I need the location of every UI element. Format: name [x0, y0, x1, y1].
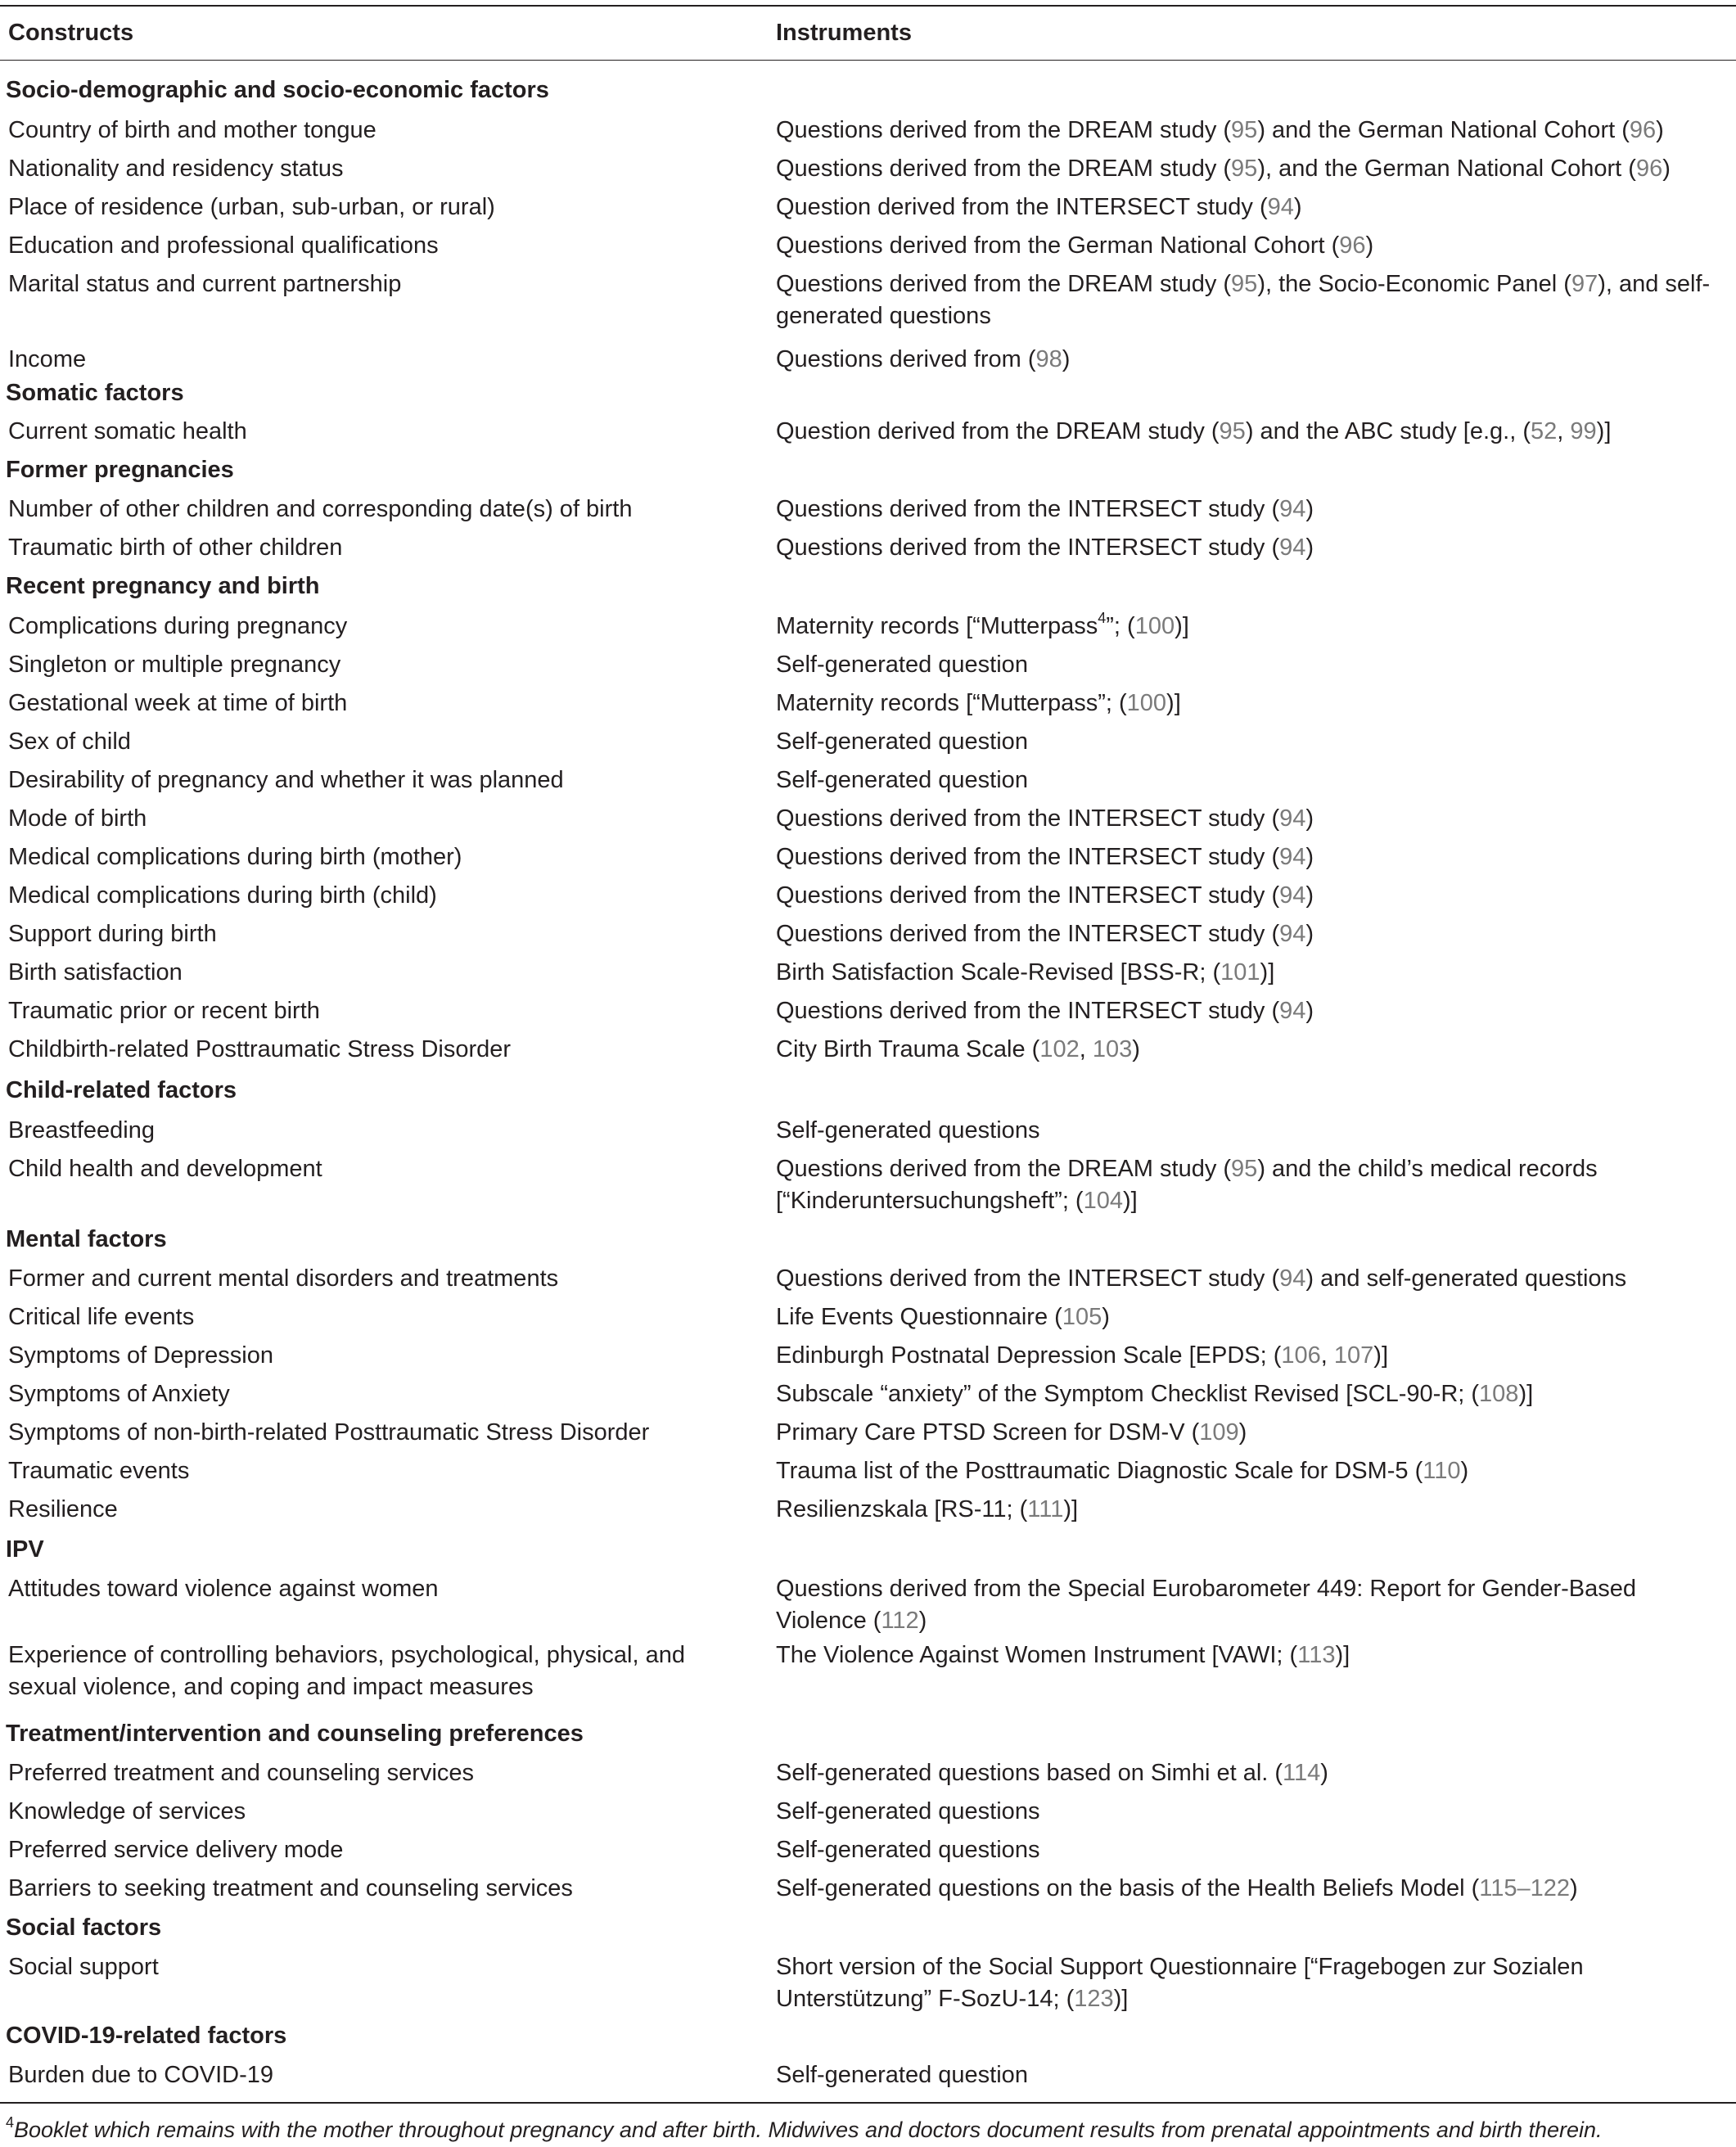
- header-instruments: Instruments: [776, 20, 912, 46]
- instrument-text: Edinburgh Postnatal Depression Scale [EPDS; (: [776, 1342, 1282, 1369]
- reference-number: 111: [1027, 1496, 1064, 1522]
- instrument-cell: [776, 1034, 1717, 1066]
- instrument-text: Birth Satisfaction Scale-Revised [BSS-R; (: [776, 959, 1221, 986]
- instrument-cell: [776, 1494, 1717, 1526]
- instrument-text: ): [1656, 117, 1664, 143]
- instrument-text: ) and the ABC study [e.g., (: [1245, 418, 1531, 444]
- instrument-text: ): [918, 1608, 927, 1634]
- instrument-text: Questions derived from the DREAM study (: [776, 117, 1232, 143]
- instrument-cell: [776, 1417, 1717, 1449]
- instrument-text: Questions derived from the German National Cohort (: [776, 232, 1340, 259]
- construct-cell: Singleton or multiple pregnancy: [8, 652, 341, 678]
- section-heading: Socio-demographic and socio-economic factors: [6, 77, 549, 103]
- construct-cell: Medical complications during birth (child): [8, 882, 437, 909]
- instrument-text: ): [1662, 156, 1671, 182]
- instrument-text: ): [1365, 232, 1374, 259]
- instrument-text: ): [1305, 998, 1314, 1024]
- instrument-text: ) and the child’s medical records [“Kinderuntersuchungsheft”; (: [776, 1156, 1598, 1214]
- instrument-text: ), and the German National Cohort (: [1257, 156, 1636, 182]
- footnote-ref: 4: [1098, 610, 1107, 627]
- instrument-text: ): [1570, 1875, 1578, 1901]
- instrument-text: Self-generated question: [776, 728, 1028, 755]
- instrument-text: Self-generated question: [776, 652, 1028, 678]
- construct-cell: Preferred service delivery mode: [8, 1837, 344, 1863]
- instrument-text: ): [1293, 194, 1302, 220]
- instrument-text: )]: [1063, 1496, 1079, 1522]
- construct-cell: Symptoms of Anxiety: [8, 1381, 230, 1407]
- construct-cell: Medical complications during birth (mother): [8, 844, 462, 870]
- instrument-text: ): [1305, 921, 1314, 947]
- reference-number: 95: [1219, 418, 1246, 444]
- instrument-cell: [776, 841, 1717, 873]
- instrument-text: Questions derived from the INTERSECT study (: [776, 496, 1280, 522]
- reference-number: 97: [1571, 271, 1598, 297]
- instrument-text: Self-generated questions based on Simhi et al. (: [776, 1760, 1283, 1786]
- construct-cell: Traumatic birth of other children: [8, 534, 343, 561]
- reference-number: 112: [881, 1608, 919, 1634]
- construct-cell: Education and professional qualifications: [8, 232, 439, 259]
- construct-cell: Resilience: [8, 1496, 118, 1522]
- section-heading: Mental factors: [6, 1226, 167, 1252]
- instrument-cell: [776, 268, 1717, 332]
- construct-cell: Symptoms of Depression: [8, 1342, 273, 1369]
- instrument-cell: [776, 880, 1717, 912]
- footnote-text: Booklet which remains with the mother throughout pregnancy and after birth. Midwives and doctors document results from prenatal appointments and birth therein.: [14, 2118, 1603, 2142]
- instrument-cell: [776, 344, 1717, 376]
- instrument-text: ) and self-generated questions: [1305, 1265, 1627, 1292]
- construct-cell: Marital status and current partnership: [8, 271, 402, 297]
- instrument-text: Questions derived from (: [776, 346, 1036, 372]
- reference-number: 95: [1231, 117, 1258, 143]
- reference-number: 94: [1279, 496, 1306, 522]
- section-heading: Treatment/intervention and counseling preferences: [6, 1721, 584, 1747]
- instrument-text: Questions derived from the INTERSECT study (: [776, 805, 1280, 832]
- instrument-cell: [776, 1951, 1717, 2015]
- instrument-cell: [776, 688, 1717, 719]
- instrument-text: )]: [1596, 418, 1612, 444]
- reference-number: 95: [1231, 156, 1258, 182]
- construct-cell: Desirability of pregnancy and whether it was planned: [8, 767, 564, 793]
- instrument-text: Self-generated questions on the basis of the Health Beliefs Model (: [776, 1875, 1480, 1901]
- instrument-text: Question derived from the DREAM study (: [776, 418, 1220, 444]
- reference-number: 103: [1092, 1036, 1133, 1062]
- construct-cell: Income: [8, 346, 87, 372]
- construct-cell: Nationality and residency status: [8, 156, 344, 182]
- instrument-text: Self-generated question: [776, 2062, 1028, 2088]
- construct-cell: Country of birth and mother tongue: [8, 117, 377, 143]
- reference-number: 94: [1279, 844, 1306, 870]
- reference-number: 95: [1231, 271, 1258, 297]
- construct-cell: Breastfeeding: [8, 1117, 155, 1143]
- construct-cell: Knowledge of services: [8, 1798, 246, 1824]
- reference-number: 94: [1279, 882, 1306, 909]
- instrument-text: Self-generated questions: [776, 1117, 1040, 1143]
- instrument-text: ): [1305, 496, 1314, 522]
- reference-number: 104: [1083, 1188, 1123, 1214]
- reference-number: 96: [1635, 156, 1663, 182]
- instrument-text: Trauma list of the Posttraumatic Diagnostic Scale for DSM-5 (: [776, 1458, 1423, 1484]
- reference-number: 52: [1531, 418, 1558, 444]
- reference-number: 110: [1423, 1458, 1461, 1484]
- construct-cell: Former and current mental disorders and treatments: [8, 1265, 559, 1292]
- table-top-rule: [0, 5, 1736, 7]
- instrument-text: ”; (: [1106, 613, 1135, 639]
- instrument-cell: [776, 1153, 1717, 1217]
- instrument-cell: [776, 153, 1717, 185]
- instrument-text: Questions derived from the Special Eurobarometer 449: Report for Gender-Based Violence (: [776, 1576, 1636, 1634]
- instrument-text: ): [1305, 805, 1314, 832]
- instrument-text: Questions derived from the INTERSECT study (: [776, 534, 1280, 561]
- instrument-text: Maternity records [“Mutterpass”; (: [776, 690, 1127, 716]
- instrument-cell: [776, 803, 1717, 835]
- instrument-text: )]: [1260, 959, 1275, 986]
- instrument-text: )]: [1122, 1188, 1138, 1214]
- instrument-cell: [776, 115, 1717, 147]
- reference-number: 101: [1220, 959, 1260, 986]
- reference-number: 94: [1279, 534, 1306, 561]
- construct-cell: Current somatic health: [8, 418, 247, 444]
- reference-number: 115–122: [1479, 1875, 1570, 1901]
- instrument-text: )]: [1373, 1342, 1389, 1369]
- instrument-text: Resilienzskala [RS-11; (: [776, 1496, 1028, 1522]
- instrument-text: ,: [1320, 1342, 1334, 1369]
- instrument-text: ): [1102, 1304, 1110, 1330]
- instrument-cell: [776, 1115, 1717, 1147]
- instrument-text: ,: [1557, 418, 1571, 444]
- reference-number: 96: [1629, 117, 1657, 143]
- instrument-text: Maternity records [“Mutterpass: [776, 613, 1098, 639]
- instrument-cell: [776, 1573, 1717, 1637]
- instrument-cell: [776, 649, 1717, 681]
- section-heading: Former pregnancies: [6, 457, 234, 483]
- instrument-text: ): [1305, 534, 1314, 561]
- construct-cell: Traumatic events: [8, 1458, 190, 1484]
- instrument-cell: [776, 611, 1717, 643]
- reference-number: 109: [1199, 1419, 1239, 1446]
- reference-number: 96: [1339, 232, 1366, 259]
- instrument-text: Questions derived from the DREAM study (: [776, 156, 1232, 182]
- instrument-cell: [776, 918, 1717, 950]
- section-heading: Somatic factors: [6, 380, 184, 406]
- instrument-cell: [776, 1340, 1717, 1372]
- section-heading: Social factors: [6, 1915, 162, 1941]
- construct-cell: Complications during pregnancy: [8, 613, 348, 639]
- construct-cell: Childbirth-related Posttraumatic Stress Disorder: [8, 1036, 512, 1062]
- instrument-text: ): [1305, 882, 1314, 909]
- header-rule: [0, 60, 1736, 61]
- instrument-cell: [776, 1796, 1717, 1828]
- construct-cell: Burden due to COVID-19: [8, 2062, 274, 2088]
- construct-cell: Traumatic prior or recent birth: [8, 998, 320, 1024]
- instrument-text: ): [1305, 844, 1314, 870]
- instrument-cell: [776, 995, 1717, 1027]
- instrument-text: Questions derived from the INTERSECT study (: [776, 998, 1280, 1024]
- instrument-cell: [776, 1757, 1717, 1789]
- instrument-text: Question derived from the INTERSECT study (: [776, 194, 1268, 220]
- instrument-text: ): [1238, 1419, 1247, 1446]
- instrument-text: ), the Socio-Economic Panel (: [1257, 271, 1571, 297]
- reference-number: 94: [1279, 805, 1306, 832]
- instrument-cell: [776, 726, 1717, 758]
- instrument-text: Self-generated questions: [776, 1798, 1040, 1824]
- instrument-cell: [776, 1640, 1717, 1671]
- instrument-text: City Birth Trauma Scale (: [776, 1036, 1040, 1062]
- construct-cell: Critical life events: [8, 1304, 195, 1330]
- reference-number: 106: [1281, 1342, 1321, 1369]
- construct-cell: Birth satisfaction: [8, 959, 183, 986]
- instrument-cell: [776, 957, 1717, 989]
- instrument-text: )]: [1335, 1642, 1350, 1668]
- instrument-text: Life Events Questionnaire (: [776, 1304, 1062, 1330]
- instrument-text: Primary Care PTSD Screen for DSM-V (: [776, 1419, 1200, 1446]
- instrument-text: )]: [1166, 690, 1181, 716]
- instrument-cell: [776, 416, 1717, 448]
- instrument-text: ,: [1079, 1036, 1093, 1062]
- construct-cell: Sex of child: [8, 728, 131, 755]
- instrument-text: Questions derived from the INTERSECT study (: [776, 921, 1280, 947]
- instrument-text: ) and the German National Cohort (: [1257, 117, 1630, 143]
- construct-cell: Place of residence (urban, sub-urban, or rural): [8, 194, 495, 220]
- instrument-cell: [776, 532, 1717, 564]
- section-heading: COVID-19-related factors: [6, 2023, 287, 2049]
- instrument-cell: [776, 1263, 1717, 1295]
- reference-number: 95: [1231, 1156, 1258, 1182]
- reference-number: 100: [1134, 613, 1175, 639]
- reference-number: 105: [1062, 1304, 1102, 1330]
- instrument-text: Self-generated questions: [776, 1837, 1040, 1863]
- reference-number: 102: [1039, 1036, 1080, 1062]
- reference-number: 98: [1035, 346, 1062, 372]
- instrument-cell: [776, 2059, 1717, 2091]
- section-heading: Recent pregnancy and birth: [6, 573, 320, 599]
- instrument-cell: [776, 1455, 1717, 1487]
- instrument-cell: [776, 494, 1717, 525]
- reference-number: 114: [1283, 1760, 1321, 1786]
- reference-number: 100: [1126, 690, 1167, 716]
- construct-cell: Social support: [8, 1954, 159, 1980]
- construct-cell: Number of other children and corresponding date(s) of birth: [8, 496, 633, 522]
- reference-number: 94: [1267, 194, 1294, 220]
- instrument-text: Questions derived from the INTERSECT study (: [776, 844, 1280, 870]
- instrument-text: ): [1062, 346, 1071, 372]
- instrument-text: Questions derived from the DREAM study (: [776, 271, 1232, 297]
- footnote: [6, 2115, 1603, 2145]
- instrument-text: ): [1320, 1760, 1328, 1786]
- reference-number: 108: [1479, 1381, 1519, 1407]
- instrument-text: )]: [1175, 613, 1189, 639]
- reference-number: 94: [1279, 1265, 1306, 1292]
- reference-number: 94: [1279, 998, 1306, 1024]
- reference-number: 94: [1279, 921, 1306, 947]
- instrument-text: ), and self-generated questions: [776, 271, 1711, 329]
- instrument-text: The Violence Against Women Instrument [VAWI; (: [776, 1642, 1298, 1668]
- instrument-text: Questions derived from the DREAM study (: [776, 1156, 1232, 1182]
- footnote-mark: 4: [6, 2114, 15, 2131]
- instrument-cell: [776, 1301, 1717, 1333]
- construct-cell: Gestational week at time of birth: [8, 690, 348, 716]
- instrument-text: Questions derived from the INTERSECT study (: [776, 882, 1280, 909]
- instrument-text: ): [1460, 1458, 1469, 1484]
- instrument-cell: [776, 1834, 1717, 1866]
- instrument-cell: [776, 1378, 1717, 1410]
- section-heading: Child-related factors: [6, 1077, 237, 1103]
- construct-cell: Attitudes toward violence against women: [8, 1576, 439, 1602]
- instrument-text: Short version of the Social Support Questionnaire [“Fragebogen zur Sozialen Unterstützung” F-SozU-14; (: [776, 1954, 1584, 2012]
- construct-cell: Support during birth: [8, 921, 217, 947]
- construct-cell: Mode of birth: [8, 805, 147, 832]
- instrument-text: Self-generated question: [776, 767, 1028, 793]
- reference-number: 107: [1333, 1342, 1374, 1369]
- section-heading: IPV: [6, 1536, 44, 1563]
- instrument-text: Questions derived from the INTERSECT study (: [776, 1265, 1280, 1292]
- construct-cell: Barriers to seeking treatment and counseling services: [8, 1875, 573, 1901]
- reference-number: 113: [1297, 1642, 1336, 1668]
- instrument-text: Subscale “anxiety” of the Symptom Checklist Revised [SCL-90-R; (: [776, 1381, 1480, 1407]
- reference-number: 99: [1570, 418, 1597, 444]
- reference-number: 123: [1074, 1986, 1114, 2012]
- instrument-text: )]: [1113, 1986, 1129, 2012]
- instrument-cell: [776, 1873, 1717, 1905]
- construct-cell: Preferred treatment and counseling services: [8, 1760, 475, 1786]
- instrument-cell: [776, 765, 1717, 796]
- header-constructs: Constructs: [8, 20, 134, 46]
- instrument-text: )]: [1518, 1381, 1534, 1407]
- instrument-text: ): [1132, 1036, 1140, 1062]
- construct-cell: Symptoms of non-birth-related Posttraumatic Stress Disorder: [8, 1419, 650, 1446]
- instrument-cell: [776, 192, 1717, 223]
- table-bottom-rule: [0, 2102, 1736, 2104]
- construct-cell: Experience of controlling behaviors, psychological, physical, and sexual violence, and coping and impact measures: [8, 1642, 685, 1700]
- instrument-cell: [776, 230, 1717, 262]
- construct-cell: Child health and development: [8, 1156, 322, 1182]
